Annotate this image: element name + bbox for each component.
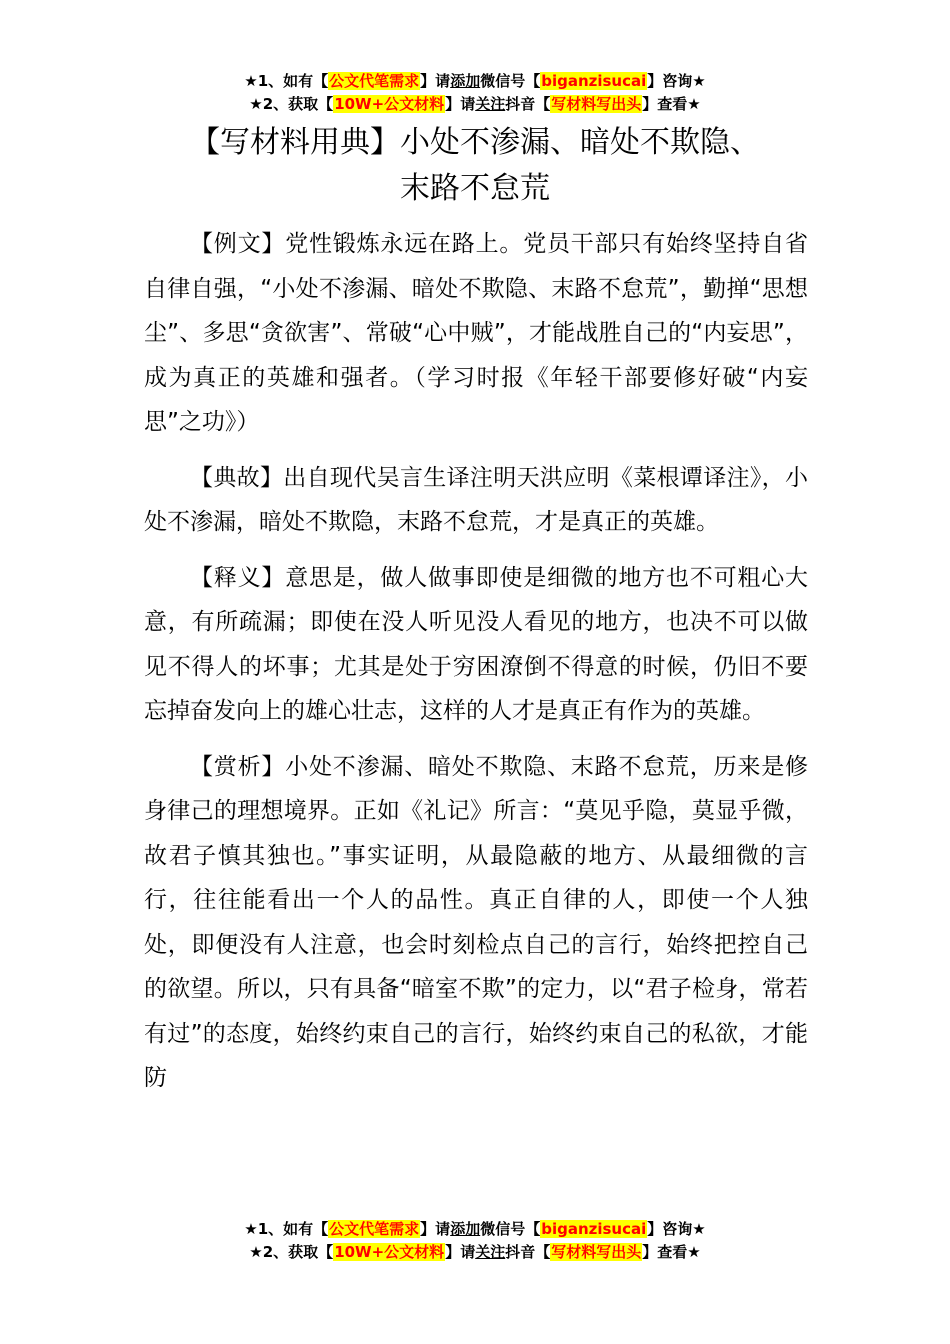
article-body — [144, 222, 808, 1112]
banner-underline: 添加 — [450, 72, 481, 90]
banner-text: 】查看★ — [642, 1243, 701, 1261]
banner-text: 】请 — [420, 1220, 451, 1238]
paragraph-allusion: 【典故】出自现代吴言生译注明天洪应明《菜根谭译注》，小处不渗漏，暗处不欺隐，末路不怠荒，才是真正的英雄。 — [144, 464, 808, 535]
banner-text: 微信号【 — [480, 72, 541, 90]
title-line-2: 末路不怠荒 — [400, 171, 550, 206]
header-banner — [0, 70, 950, 116]
footer-banner — [0, 1218, 950, 1264]
banner-text: ★2、获取【 — [249, 1243, 334, 1261]
banner-text: ★1、如有【 — [244, 72, 329, 90]
banner-text: 抖音【 — [505, 1243, 551, 1261]
banner-text: 抖音【 — [505, 95, 551, 113]
banner-text: 】请 — [445, 95, 476, 113]
banner-highlight: 10W+公文材料 — [334, 95, 445, 113]
banner-highlight: 公文代笔需求 — [329, 72, 420, 90]
banner-text: 】请 — [445, 1243, 476, 1261]
paragraph-meaning: 【释义】意思是，做人做事即使是细微的地方也不可粗心大意，有所疏漏；即使在没人听见没人看见的地方，也决不可以做见不得人的坏事；尤其是处于穷困潦倒不得意的时候，仍旧不要忘掉奋发向上的雄心壮志，这样的人才是真正有作为的英雄。 — [144, 564, 808, 724]
banner-underline: 添加 — [450, 1220, 481, 1238]
banner-line-1 — [0, 70, 950, 93]
banner-text: 】咨询★ — [647, 1220, 706, 1238]
banner-highlight: 10W+公文材料 — [334, 1243, 445, 1261]
banner-text: 】请 — [420, 72, 451, 90]
banner-highlight: biganzisucai — [541, 1220, 647, 1238]
banner-underline: 关注 — [475, 95, 506, 113]
banner-text: 】查看★ — [642, 95, 701, 113]
banner-highlight: 写材料写出头 — [551, 1243, 642, 1261]
banner-highlight: 公文代笔需求 — [329, 1220, 420, 1238]
banner-highlight: 写材料写出头 — [551, 95, 642, 113]
banner-text: ★2、获取【 — [249, 95, 334, 113]
banner-text: 微信号【 — [480, 1220, 541, 1238]
page-title — [110, 120, 840, 212]
banner-text: ★1、如有【 — [244, 1220, 329, 1238]
banner-text: 】咨询★ — [647, 72, 706, 90]
banner-line-2 — [0, 93, 950, 116]
paragraph-example: 【例文】党性锻炼永远在路上。党员干部只有始终坚持自省自律自强，“小处不渗漏、暗处不欺隐、末路不怠荒”，勤掸“思想尘”、多思“贪欲害”、常破“心中贼”，才能战胜自己的“内妄思”，成为真正的英雄和强者。（学习时报《年轻干部要修好破“内妄思”之功》） — [144, 231, 808, 435]
title-line-1: 【写材料用典】小处不渗漏、暗处不欺隐、 — [190, 125, 760, 160]
banner-highlight: biganzisucai — [541, 72, 647, 90]
banner-line-2 — [0, 1241, 950, 1264]
paragraph-analysis: 【赏析】小处不渗漏、暗处不欺隐、末路不怠荒，历来是修身律己的理想境界。正如《礼记》所言：“莫见乎隐，莫显乎微，故君子慎其独也。”事实证明，从最隐蔽的地方、从最细微的言行，往往能看出一个人的品性。真正自律的人，即使一个人独处，即便没有人注意，也会时刻检点自己的言行，始终把控自己的欲望。所以，只有具备“暗室不欺”的定力，以“君子检身，常若有过”的态度，始终约束自己的言行，始终约束自己的私欲，才能防 — [144, 753, 808, 1091]
banner-line-1 — [0, 1218, 950, 1241]
banner-underline: 关注 — [475, 1243, 506, 1261]
